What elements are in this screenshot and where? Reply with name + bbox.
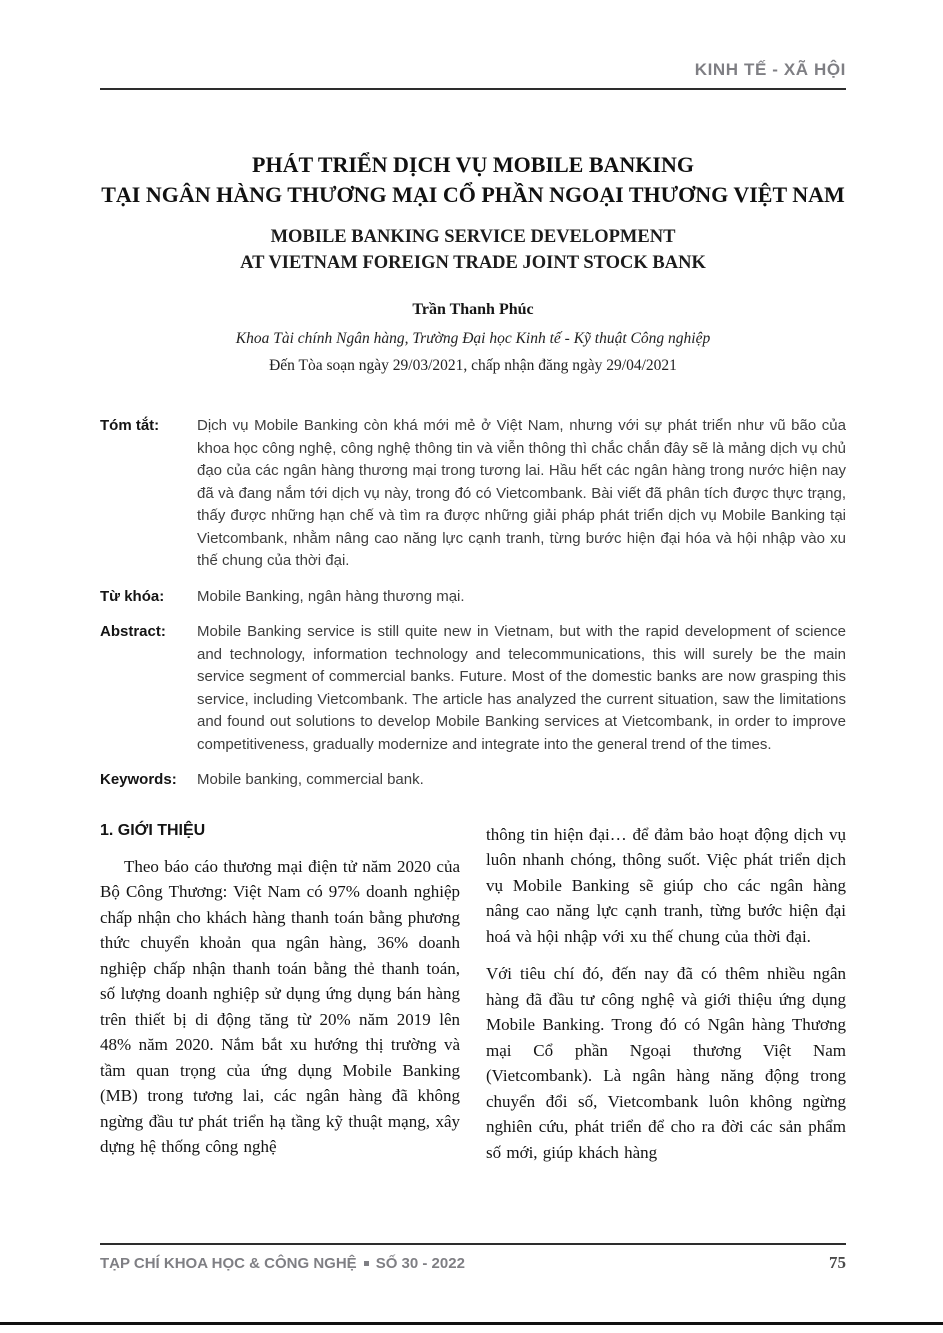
journal-name: TẠP CHÍ KHOA HỌC & CÔNG NGHỆ	[100, 1255, 357, 1272]
title-en-line-2: AT VIETNAM FOREIGN TRADE JOINT STOCK BANK	[240, 253, 706, 274]
running-head: KINH TẾ - XÃ HỘI	[694, 60, 846, 79]
article-title-vietnamese	[100, 150, 846, 209]
right-column	[486, 822, 846, 1166]
abstract-vn-row	[100, 415, 846, 573]
title-line-1: PHÁT TRIỂN DỊCH VỤ MOBILE BANKING	[252, 152, 694, 177]
abstract-en-label: Abstract:	[100, 623, 166, 641]
header-rule	[100, 88, 846, 90]
left-column	[100, 822, 460, 1166]
body-paragraph: thông tin hiện đại… để đảm bảo hoạt động dịch vụ luôn nhanh chóng, thông suốt. Việc phát triển dịch vụ Mobile Banking sẽ giúp cho các ngân hàng nâng cao năng lực cạnh tranh, từng bước hiện đại hoá và hội nhập với xu thế chung của thời đại.	[486, 824, 846, 946]
title-en-line-1: MOBILE BANKING SERVICE DEVELOPMENT	[270, 227, 676, 248]
issue-number: SỐ 30 - 2022	[375, 1255, 465, 1272]
footer-journal-info	[100, 1255, 465, 1272]
title-line-2: TẠI NGÂN HÀNG THƯƠNG MẠI CỔ PHẦN NGOẠI THƯƠNG VIỆT NAM	[101, 181, 845, 207]
page-content	[100, 150, 846, 1165]
keywords-en-text: Mobile banking, commercial bank.	[197, 771, 424, 789]
body-paragraph: Theo báo cáo thương mại điện tử năm 2020 của Bộ Công Thương: Việt Nam có 97% doanh nghiệp chấp nhận cho khách hàng thanh toán bằng phương thức chuyển khoản qua ngân hàng, 36% doanh nghiệp chấp nhận thanh toán bằng thẻ thanh toán, số lượng doanh nghiệp sử dụng ứng dụng bán hàng trên thiết bị di động tăng từ 20% năm 2019 lên 48% năm 2020. Nắm bắt xu hướng thị trường và tầm quan trọng của ứng dụng Mobile Banking (MB) trong tương lai, các ngân hàng đã không ngừng đầu tư phát triển hạ tầng kỹ thuật mạng, xây dựng hệ thống công nghệ	[100, 856, 460, 1157]
author-name: Trần Thanh Phúc	[412, 301, 534, 319]
keywords-vn-row	[100, 586, 846, 609]
author-affiliation: Khoa Tài chính Ngân hàng, Trường Đại học Kinh tế - Kỹ thuật Công nghiệp	[235, 330, 711, 348]
scan-edge-line	[0, 1322, 943, 1325]
abstract-en-text: Mobile Banking service is still quite new in Vietnam, but with the rapid development of science and technology, information technology and telecommunications, this will surely be the main service segment of commercial banks. Future. Most of the domestic banks are now grasping this service, including Vietcombank. The article has analyzed the current situation, saw the limitations and found out solutions to develop Mobile Banking services at Vietcombank, in order to improve competitiveness, gradually modernize and integrate into the general trend of the times.	[197, 623, 846, 753]
abstract-en-row	[100, 621, 846, 756]
section-1-heading: 1. GIỚI THIỆU	[100, 821, 206, 839]
abstract-block	[100, 415, 846, 792]
keywords-en-row	[100, 769, 846, 792]
page-number: 75	[829, 1253, 846, 1272]
two-column-body	[100, 822, 846, 1166]
abstract-vn-text: Dịch vụ Mobile Banking còn khá mới mẻ ở Việt Nam, nhưng với sự phát triển như vũ bão của khoa học công nghệ, công nghệ thông tin và viễn thông thì chắc chắn đây sẽ là mảng dịch vụ chủ đạo của các ngân hàng thương mại trong tương lai. Hầu hết các ngân hàng trong nước hiện nay đã và đang nắm tới dịch vụ này, trong đó có Vietcombank. Bài viết đã phân tích được thực trạng, thấy được những hạn chế và tìm ra được những giải pháp phát triển dịch vụ Mobile Banking tại Vietcombank, nhằm nâng cao năng lực cạnh tranh, từng bước hiện đại hóa và hội nhập vào xu thế chung của thời đại.	[197, 417, 846, 570]
keywords-vn-text: Mobile Banking, ngân hàng thương mại.	[197, 587, 465, 605]
abstract-vn-label: Tóm tắt:	[100, 417, 160, 435]
article-title-english	[100, 225, 846, 277]
footer-separator-icon	[364, 1261, 369, 1266]
keywords-en-label: Keywords:	[100, 771, 177, 789]
page-footer	[100, 1253, 846, 1273]
submission-dates: Đến Tòa soạn ngày 29/03/2021, chấp nhận đăng ngày 29/04/2021	[269, 357, 677, 375]
keywords-vn-label: Từ khóa:	[100, 587, 165, 605]
body-paragraph: Với tiêu chí đó, đến nay đã có thêm nhiều ngân hàng đã đầu tư công nghệ và giới thiệu ứng dụng Mobile Banking. Trong đó có Ngân hàng Thương mại Cổ phần Ngoại thương Việt Nam (Vietcombank). Là ngân hàng năng động trong chuyển đổi số, Vietcombank luôn không ngừng nghiên cứu, phát triển để cho ra đời các sản phẩm số mới, giúp khách hàng	[486, 964, 846, 1162]
footer-rule	[100, 1243, 846, 1245]
